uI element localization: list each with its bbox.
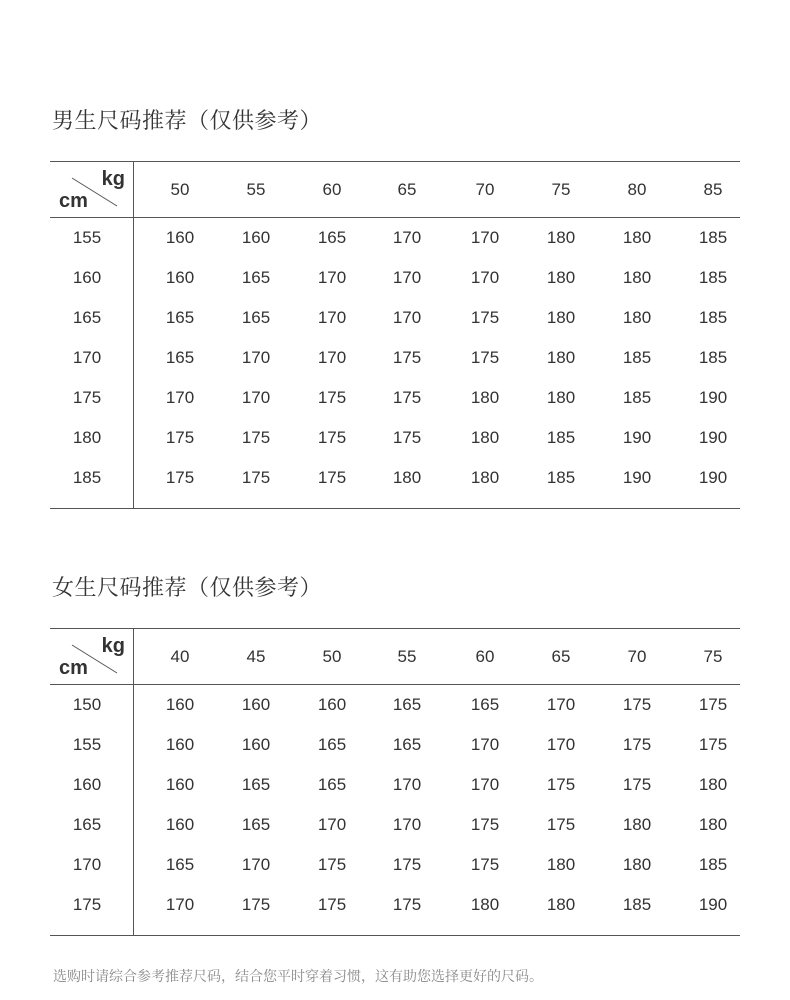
- size-cell: 175: [546, 775, 576, 794]
- size-cell: 185: [698, 268, 728, 287]
- size-cell: 190: [622, 428, 652, 447]
- size-cell: 160: [165, 268, 195, 287]
- size-cell: 190: [698, 388, 728, 407]
- weight-header-cell: 60: [322, 180, 342, 199]
- size-cell: 170: [470, 228, 500, 247]
- weight-unit-label: kg: [101, 168, 125, 190]
- weight-header-cell: 45: [246, 647, 266, 666]
- size-cell: 190: [698, 895, 728, 914]
- size-cell: 185: [698, 228, 728, 247]
- size-cell: 165: [165, 308, 195, 327]
- size-cell: 180: [470, 388, 500, 407]
- table-row: [50, 218, 740, 258]
- table-row: [50, 885, 740, 925]
- size-cell: 165: [241, 815, 271, 834]
- size-cell: 170: [470, 268, 500, 287]
- size-cell: 175: [165, 468, 195, 487]
- size-cell: 165: [392, 695, 422, 714]
- size-cell: 175: [470, 308, 500, 327]
- size-cell: 165: [392, 735, 422, 754]
- size-cell: 175: [698, 695, 728, 714]
- men-size-table: [50, 161, 740, 509]
- size-cell: 175: [317, 855, 347, 874]
- size-cell: 160: [165, 735, 195, 754]
- height-cell: 160: [72, 775, 102, 794]
- size-cell: 180: [546, 855, 576, 874]
- size-cell: 180: [546, 348, 576, 367]
- height-cell: 175: [72, 895, 102, 914]
- size-cell: 170: [392, 815, 422, 834]
- size-cell: 175: [622, 695, 652, 714]
- weight-header-cell: 85: [703, 180, 723, 199]
- size-cell: 175: [392, 428, 422, 447]
- size-cell: 180: [546, 895, 576, 914]
- table-row: [50, 298, 740, 338]
- weight-header-cell: 70: [627, 647, 647, 666]
- table-row: [50, 725, 740, 765]
- size-cell: 160: [241, 228, 271, 247]
- size-cell: 165: [241, 775, 271, 794]
- size-cell: 165: [470, 695, 500, 714]
- size-cell: 175: [546, 815, 576, 834]
- size-cell: 180: [698, 815, 728, 834]
- height-cell: 165: [72, 815, 102, 834]
- size-cell: 175: [241, 468, 271, 487]
- height-unit-label: cm: [59, 657, 88, 679]
- size-cell: 180: [698, 775, 728, 794]
- size-cell: 170: [241, 855, 271, 874]
- size-cell: 165: [317, 735, 347, 754]
- size-cell: 175: [241, 895, 271, 914]
- size-cell: 175: [470, 855, 500, 874]
- size-cell: 180: [470, 895, 500, 914]
- size-cell: 165: [165, 348, 195, 367]
- size-cell: 160: [165, 775, 195, 794]
- table-row: [50, 418, 740, 458]
- size-cell: 180: [470, 468, 500, 487]
- size-cell: 175: [392, 348, 422, 367]
- size-cell: 165: [317, 228, 347, 247]
- header-row: [50, 162, 740, 218]
- table-row: [50, 458, 740, 498]
- size-cell: 160: [165, 815, 195, 834]
- size-cell: 170: [470, 735, 500, 754]
- size-cell: 170: [241, 388, 271, 407]
- size-cell: 185: [698, 855, 728, 874]
- men-size-title: 男生尺码推荐（仅供参考）: [52, 109, 323, 134]
- height-cell: 170: [72, 348, 102, 367]
- weight-header-cell: 60: [475, 647, 495, 666]
- size-cell: 180: [546, 228, 576, 247]
- size-cell: 175: [470, 815, 500, 834]
- table-row: [50, 378, 740, 418]
- weight-unit-label: kg: [101, 635, 125, 657]
- size-cell: 160: [165, 228, 195, 247]
- size-cell: 185: [546, 428, 576, 447]
- size-cell: 170: [317, 815, 347, 834]
- table-row: [50, 258, 740, 298]
- size-cell: 160: [241, 735, 271, 754]
- size-cell: 180: [622, 268, 652, 287]
- size-cell: 180: [392, 468, 422, 487]
- size-cell: 170: [317, 268, 347, 287]
- weight-header-cell: 75: [551, 180, 571, 199]
- height-cell: 155: [72, 735, 102, 754]
- size-cell: 175: [241, 428, 271, 447]
- table-row: [50, 685, 740, 725]
- size-cell: 175: [317, 468, 347, 487]
- table-row: [50, 845, 740, 885]
- size-cell: 170: [165, 895, 195, 914]
- weight-header-cell: 50: [170, 180, 190, 199]
- size-cell: 175: [317, 895, 347, 914]
- size-cell: 165: [317, 775, 347, 794]
- weight-header-cell: 40: [170, 647, 190, 666]
- size-cell: 170: [241, 348, 271, 367]
- size-cell: 180: [622, 308, 652, 327]
- size-cell: 185: [622, 895, 652, 914]
- weight-header-cell: 80: [627, 180, 647, 199]
- size-cell: 180: [470, 428, 500, 447]
- size-cell: 160: [317, 695, 347, 714]
- height-cell: 150: [72, 695, 102, 714]
- corner-cell: [50, 629, 134, 684]
- size-cell: 170: [392, 775, 422, 794]
- size-cell: 190: [698, 428, 728, 447]
- height-cell: 185: [72, 468, 102, 487]
- size-cell: 180: [622, 228, 652, 247]
- weight-header-cell: 70: [475, 180, 495, 199]
- size-cell: 185: [698, 308, 728, 327]
- size-cell: 190: [698, 468, 728, 487]
- corner-cell: [50, 162, 134, 217]
- size-cell: 160: [165, 695, 195, 714]
- size-cell: 170: [317, 348, 347, 367]
- size-cell: 170: [392, 308, 422, 327]
- size-cell: 175: [622, 775, 652, 794]
- table-body: [50, 218, 740, 508]
- table-row: [50, 765, 740, 805]
- size-cell: 170: [392, 268, 422, 287]
- size-cell: 180: [546, 388, 576, 407]
- height-cell: 175: [72, 388, 102, 407]
- height-cell: 155: [72, 228, 102, 247]
- height-cell: 170: [72, 855, 102, 874]
- weight-header-cell: 65: [551, 647, 571, 666]
- size-cell: 190: [622, 468, 652, 487]
- size-cell: 170: [546, 695, 576, 714]
- size-cell: 165: [241, 268, 271, 287]
- weight-header-cell: 55: [397, 647, 417, 666]
- women-size-title: 女生尺码推荐（仅供参考）: [52, 576, 323, 601]
- weight-header-cell: 65: [397, 180, 417, 199]
- size-footnote: 选购时请综合参考推荐尺码，结合您平时穿着习惯，这有助您选择更好的尺码。: [53, 969, 543, 985]
- weight-header-cell: 50: [322, 647, 342, 666]
- size-cell: 175: [392, 895, 422, 914]
- size-cell: 180: [622, 855, 652, 874]
- size-cell: 180: [622, 815, 652, 834]
- table-row: [50, 338, 740, 378]
- size-cell: 185: [698, 348, 728, 367]
- table-row: [50, 805, 740, 845]
- height-cell: 180: [72, 428, 102, 447]
- size-cell: 160: [241, 695, 271, 714]
- size-cell: 175: [165, 428, 195, 447]
- women-size-table: [50, 628, 740, 936]
- size-cell: 175: [317, 388, 347, 407]
- size-cell: 170: [546, 735, 576, 754]
- height-cell: 160: [72, 268, 102, 287]
- size-cell: 185: [546, 468, 576, 487]
- height-unit-label: cm: [59, 190, 88, 212]
- size-cell: 185: [622, 388, 652, 407]
- size-cell: 165: [241, 308, 271, 327]
- weight-header-cell: 75: [703, 647, 723, 666]
- size-cell: 175: [317, 428, 347, 447]
- table-body: [50, 685, 740, 935]
- size-cell: 180: [546, 308, 576, 327]
- height-cell: 165: [72, 308, 102, 327]
- size-cell: 165: [165, 855, 195, 874]
- header-row: [50, 629, 740, 685]
- size-cell: 175: [622, 735, 652, 754]
- size-cell: 180: [546, 268, 576, 287]
- size-cell: 175: [698, 735, 728, 754]
- size-cell: 170: [317, 308, 347, 327]
- size-cell: 170: [392, 228, 422, 247]
- size-cell: 175: [392, 388, 422, 407]
- weight-header-cell: 55: [246, 180, 266, 199]
- size-cell: 175: [470, 348, 500, 367]
- size-cell: 170: [470, 775, 500, 794]
- size-cell: 185: [622, 348, 652, 367]
- size-cell: 175: [392, 855, 422, 874]
- size-cell: 170: [165, 388, 195, 407]
